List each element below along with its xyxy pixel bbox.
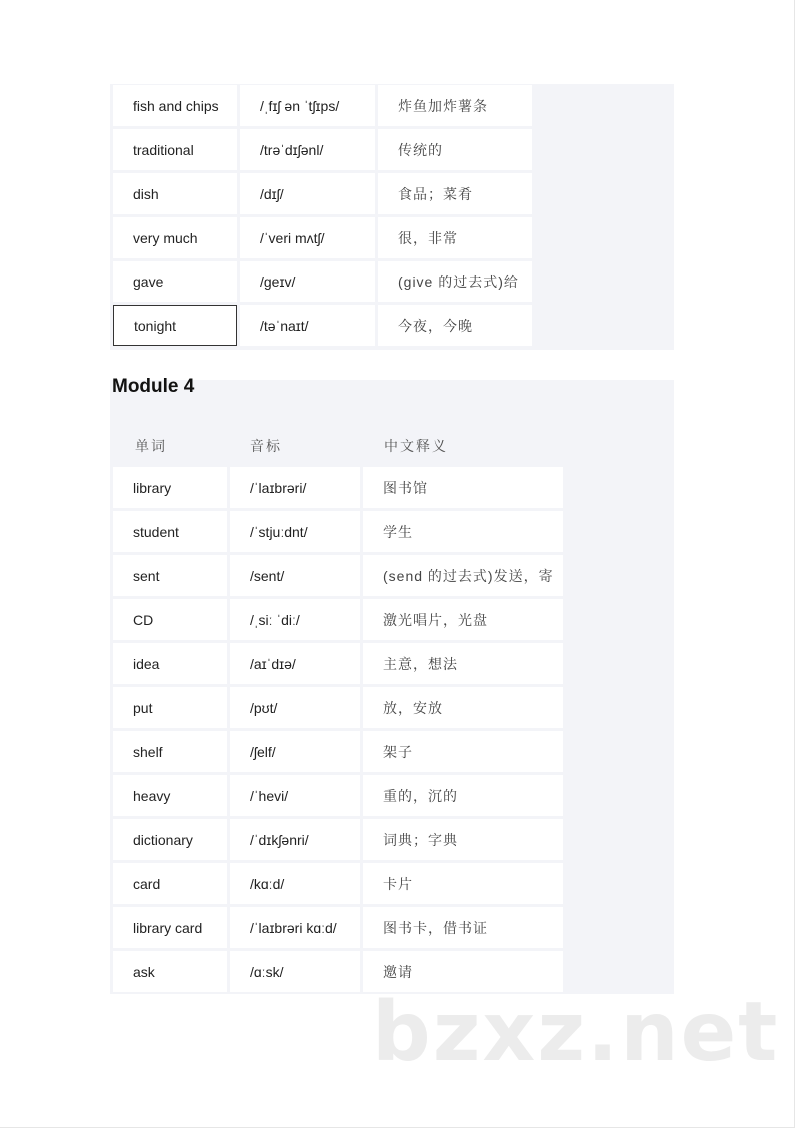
phonetic-cell: /trəˈdɪʃənl/ — [240, 129, 375, 170]
meaning-cell: 卡片 — [363, 863, 563, 904]
table-row — [113, 511, 563, 552]
table-row — [113, 599, 563, 640]
vocab-table-module4 — [110, 464, 566, 995]
phonetic-cell: /geɪv/ — [240, 261, 375, 302]
meaning-cell: 食品；菜肴 — [378, 173, 532, 214]
meaning-cell: (give 的过去式)给 — [378, 261, 532, 302]
meaning-cell: (send 的过去式)发送，寄 — [363, 555, 563, 596]
phonetic-cell: /ˈstjuːdnt/ — [230, 511, 360, 552]
table-row — [113, 863, 563, 904]
phonetic-cell: /ˈhevi/ — [230, 775, 360, 816]
meaning-cell: 放，安放 — [363, 687, 563, 728]
table-row — [113, 687, 563, 728]
word-cell: dictionary — [113, 819, 227, 860]
word-cell: idea — [113, 643, 227, 684]
phonetic-cell: /ɑːsk/ — [230, 951, 360, 992]
meaning-cell: 图书卡，借书证 — [363, 907, 563, 948]
table-row — [113, 555, 563, 596]
word-cell-highlighted: tonight — [113, 305, 237, 346]
word-cell: traditional — [113, 129, 237, 170]
meaning-cell: 词典；字典 — [363, 819, 563, 860]
meaning-cell: 主意，想法 — [363, 643, 563, 684]
phonetic-cell: /pʊt/ — [230, 687, 360, 728]
table-row — [113, 467, 563, 508]
meaning-cell: 邀请 — [363, 951, 563, 992]
vocab-table-continued — [110, 82, 535, 349]
table-row — [113, 173, 532, 214]
phonetic-cell: /dɪʃ/ — [240, 173, 375, 214]
meaning-cell: 炸鱼加炸薯条 — [378, 85, 532, 126]
meaning-cell: 很，非常 — [378, 217, 532, 258]
table-row — [113, 217, 532, 258]
meaning-cell: 今夜，今晚 — [378, 305, 532, 346]
phonetic-cell: /sent/ — [230, 555, 360, 596]
phonetic-cell: /kɑːd/ — [230, 863, 360, 904]
table-row — [113, 907, 563, 948]
table-row — [113, 731, 563, 772]
meaning-cell: 重的，沉的 — [363, 775, 563, 816]
word-cell: put — [113, 687, 227, 728]
word-cell: ask — [113, 951, 227, 992]
table-row — [113, 775, 563, 816]
watermark: bzxz.net — [372, 985, 780, 1080]
column-header-meaning: 中文释义 — [384, 438, 448, 454]
word-cell: library card — [113, 907, 227, 948]
phonetic-cell: /ʃelf/ — [230, 731, 360, 772]
phonetic-cell: /ˌsiː ˈdiː/ — [230, 599, 360, 640]
section-heading: Module 4 — [112, 376, 195, 397]
word-cell: library — [113, 467, 227, 508]
word-cell: CD — [113, 599, 227, 640]
phonetic-cell: /ˈdɪkʃənri/ — [230, 819, 360, 860]
word-cell: fish and chips — [113, 85, 237, 126]
word-cell: shelf — [113, 731, 227, 772]
phonetic-cell: /təˈnaɪt/ — [240, 305, 375, 346]
meaning-cell: 激光唱片，光盘 — [363, 599, 563, 640]
table-row — [113, 819, 563, 860]
table-row — [113, 305, 532, 346]
phonetic-cell: /aɪˈdɪə/ — [230, 643, 360, 684]
meaning-cell: 图书馆 — [363, 467, 563, 508]
word-cell: heavy — [113, 775, 227, 816]
table-row — [113, 643, 563, 684]
table-row — [113, 129, 532, 170]
column-header-phonetic: 音标 — [250, 438, 282, 454]
table-row — [113, 261, 532, 302]
word-cell: dish — [113, 173, 237, 214]
phonetic-cell: /ˌfɪʃ ən ˈtʃɪps/ — [240, 85, 375, 126]
word-cell: student — [113, 511, 227, 552]
phonetic-cell: /ˈlaɪbrəri kɑːd/ — [230, 907, 360, 948]
word-cell: card — [113, 863, 227, 904]
meaning-cell: 学生 — [363, 511, 563, 552]
phonetic-cell: /ˈlaɪbrəri/ — [230, 467, 360, 508]
word-cell: gave — [113, 261, 237, 302]
word-cell: sent — [113, 555, 227, 596]
phonetic-cell: /ˈveri mʌtʃ/ — [240, 217, 375, 258]
table-row — [113, 85, 532, 126]
meaning-cell: 架子 — [363, 731, 563, 772]
meaning-cell: 传统的 — [378, 129, 532, 170]
column-header-word: 单词 — [135, 438, 167, 454]
word-cell: very much — [113, 217, 237, 258]
